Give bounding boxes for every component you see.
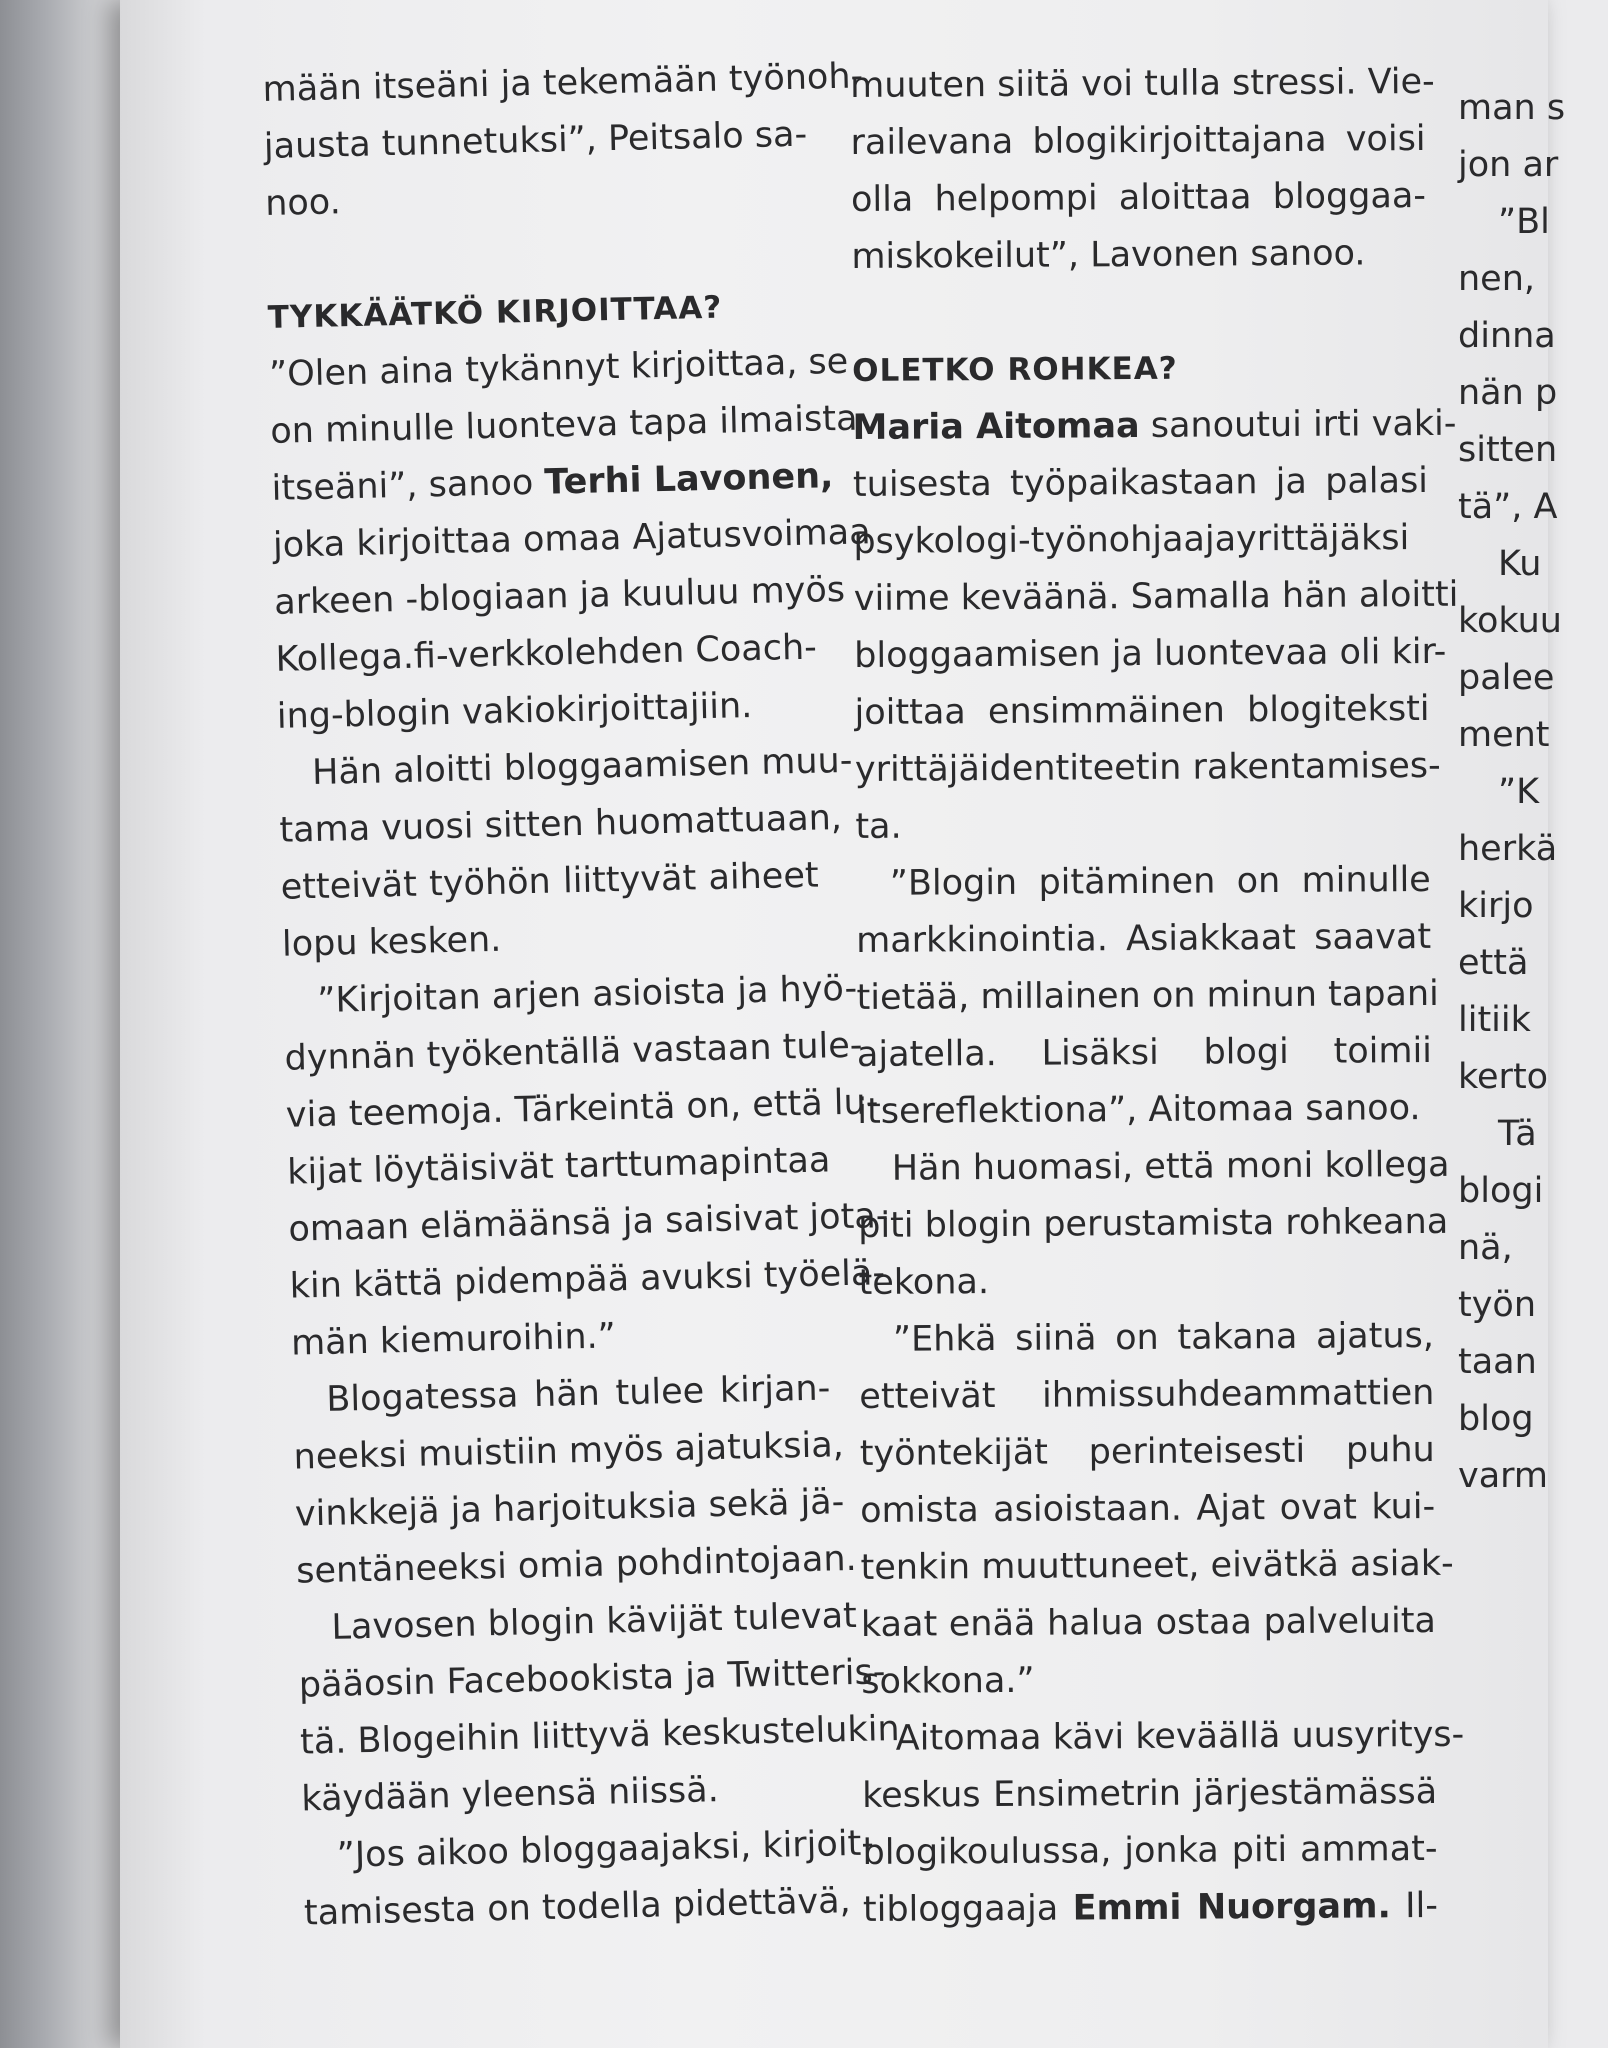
text-line: muuten siitä voi tulla stressi. Vie- bbox=[850, 61, 1435, 106]
text-line: pääosin Facebookista ja Twitteris- bbox=[298, 1652, 886, 1706]
text-line: ”Jos aikoo bloggaajaksi, kirjoit- bbox=[336, 1823, 875, 1876]
text-line: vinkkejä ja harjoituksia sekä jä- bbox=[294, 1482, 845, 1535]
text-line: jausta tunnetuksi”, Peitsalo sa- bbox=[263, 114, 808, 167]
text-line: olla helpompi aloittaa bloggaa- bbox=[850, 175, 1427, 220]
text-line bbox=[863, 1878, 1438, 1939]
text-line: nen, bbox=[1458, 259, 1536, 299]
text-line bbox=[852, 396, 1457, 457]
text-line: ment bbox=[1458, 715, 1550, 755]
section-heading: OLETKO ROHKEA? bbox=[852, 350, 1178, 389]
text-line: kin kättä pidempää avuksi työelä- bbox=[289, 1253, 886, 1307]
text-line: omista asioistaan. Ajat ovat kui- bbox=[860, 1486, 1436, 1531]
text-line: Hän huomasi, että moni kollega bbox=[891, 1144, 1450, 1189]
text-line: dinna bbox=[1458, 316, 1556, 356]
text-line: etteivät työhön liittyvät aiheet bbox=[280, 855, 820, 908]
text-line: noo. bbox=[264, 182, 342, 224]
text-line: omaan elämäänsä ja saisivat jota- bbox=[288, 1196, 889, 1250]
text-line: ”Olen aina tykännyt kirjoittaa, se bbox=[268, 341, 849, 395]
text-line: ”Ehkä siinä on takana ajatus, bbox=[892, 1315, 1435, 1360]
text-line: tä”, A bbox=[1458, 487, 1558, 527]
text-line: etteivät ihmissuhdeammattien bbox=[859, 1372, 1435, 1417]
text-line: sitten bbox=[1458, 430, 1558, 470]
text-line: työn bbox=[1458, 1285, 1537, 1325]
text-line: ”Kirjoitan arjen asioista ja hyö- bbox=[316, 968, 858, 1021]
text-line: taan bbox=[1458, 1342, 1537, 1382]
text-line: kirjo bbox=[1458, 886, 1534, 926]
text-line: tamisesta on todella pidettävä, bbox=[303, 1881, 852, 1934]
text-line: keskus Ensimetrin järjestämässä bbox=[861, 1771, 1438, 1816]
text-line: piti blogin perustamista rohkeana bbox=[858, 1201, 1449, 1246]
text-line: nä, bbox=[1458, 1228, 1513, 1268]
text-line: ”Blogin pitäminen on minulle bbox=[889, 859, 1431, 904]
text-line: ”K bbox=[1498, 772, 1540, 812]
text-line: tenkin muuttuneet, eivätkä asiak- bbox=[860, 1543, 1454, 1588]
book-spine-shadow bbox=[0, 0, 130, 2048]
text-line: mään itseäni ja tekemään työnoh- bbox=[262, 56, 864, 110]
person-name: Emmi Nuorgam. bbox=[1072, 1886, 1391, 1929]
text-line: ta. bbox=[855, 806, 902, 847]
text-line: Blogatessa hän tulee kirjan- bbox=[325, 1368, 831, 1420]
text-line: man s bbox=[1458, 88, 1566, 128]
text-fragment: Il- bbox=[1390, 1885, 1439, 1927]
text-line: tama vuosi sitten huomattuaan, bbox=[278, 798, 843, 851]
text-line: kaat enää halua ostaa palveluita bbox=[860, 1600, 1437, 1645]
text-fragment: tibloggaaja bbox=[862, 1888, 1073, 1930]
text-line: railevana blogikirjoittajana voisi bbox=[850, 118, 1426, 163]
text-line: kokuu bbox=[1458, 601, 1562, 641]
text-line: blog bbox=[1458, 1399, 1534, 1439]
text-line: yrittäjäidentiteetin rakentamises- bbox=[854, 745, 1441, 790]
text-line: markkinointia. Asiakkaat saavat bbox=[856, 916, 1432, 961]
text-line: via teemoja. Tärkeintä on, että lu- bbox=[285, 1082, 879, 1136]
text-line: arkeen -blogiaan ja kuuluu myös bbox=[273, 569, 846, 623]
text-line: lopu kesken. bbox=[281, 919, 502, 965]
text-line: Hän aloitti bloggaamisen muu- bbox=[311, 740, 853, 794]
text-line: joittaa ensimmäinen blogiteksti bbox=[854, 688, 1430, 733]
text-line: että bbox=[1458, 943, 1529, 983]
text-column-3-cropped bbox=[1458, 80, 1608, 1505]
text-line: Kollega.fi-verkkolehden Coach- bbox=[275, 627, 818, 680]
text-column-1 bbox=[262, 50, 901, 1943]
text-line: psykologi-työnohjaajayrittäjäksi bbox=[853, 518, 1410, 562]
text-fragment: sanoutui irti vaki- bbox=[1139, 403, 1457, 446]
text-line: Aitomaa kävi keväällä uusyritys- bbox=[895, 1714, 1465, 1759]
text-line: joka kirjoittaa omaa Ajatusvoimaa bbox=[272, 512, 871, 566]
text-line: bloggaamisen ja luontevaa oli kir- bbox=[854, 631, 1447, 676]
text-line: kerto bbox=[1458, 1057, 1549, 1097]
text-line: blogikoulussa, jonka piti ammat- bbox=[862, 1828, 1438, 1873]
text-line: tietää, millainen on minun tapani bbox=[856, 973, 1439, 1018]
text-line: ”Bl bbox=[1498, 202, 1550, 242]
text-line: ing-blogin vakiokirjoittajiin. bbox=[276, 686, 753, 737]
person-name: Maria Aitomaa bbox=[852, 405, 1140, 448]
text-line: sentäneeksi omia pohdintojaan. bbox=[295, 1538, 858, 1592]
text-line: itsereflektiona”, Aitomaa sanoo. bbox=[857, 1088, 1421, 1132]
text-line: sokkona.” bbox=[861, 1660, 1035, 1702]
text-line: män kiemuroihin.” bbox=[290, 1316, 617, 1364]
text-line: viime keväänä. Samalla hän aloitti bbox=[853, 574, 1459, 619]
text-line: jon ar bbox=[1458, 145, 1559, 185]
text-line: palee bbox=[1458, 658, 1555, 698]
text-line: Tä bbox=[1498, 1114, 1537, 1154]
text-line: neeksi muistiin myös ajatuksia, bbox=[293, 1425, 845, 1478]
text-line: on minulle luonteva tapa ilmaista bbox=[269, 398, 858, 452]
text-line: työntekijät perinteisesti puhu bbox=[859, 1429, 1435, 1474]
text-line: ajatella. Lisäksi blogi toimii bbox=[856, 1030, 1433, 1075]
text-line: herkä bbox=[1458, 829, 1558, 869]
section-heading: TYKKÄÄTKÖ KIRJOITTAA? bbox=[267, 289, 723, 336]
text-line: Ku bbox=[1498, 544, 1542, 584]
text-line: blogi bbox=[1458, 1171, 1544, 1211]
text-line: tekona. bbox=[858, 1262, 990, 1303]
text-line: tuisesta työpaikastaan ja palasi bbox=[852, 460, 1429, 505]
person-name: Terhi Lavonen, bbox=[543, 456, 834, 503]
text-line: dynnän työkentällä vastaan tule- bbox=[284, 1025, 863, 1079]
text-fragment: itseäni”, sanoo bbox=[271, 462, 545, 509]
text-line: Lavosen blogin kävijät tulevat bbox=[331, 1595, 858, 1648]
text-column-2 bbox=[850, 54, 1465, 1939]
text-line: nän p bbox=[1458, 373, 1558, 413]
text-line: litiik bbox=[1458, 1000, 1531, 1040]
text-line: kijat löytäisivät tarttumapintaa bbox=[286, 1140, 831, 1193]
text-line: varm bbox=[1458, 1456, 1549, 1496]
text-line: miskokeilut”, Lavonen sanoo. bbox=[851, 233, 1366, 277]
text-line: tä. Blogeihin liittyvä keskustelukin bbox=[299, 1708, 901, 1763]
text-line: käydään yleensä niissä. bbox=[300, 1770, 720, 1820]
